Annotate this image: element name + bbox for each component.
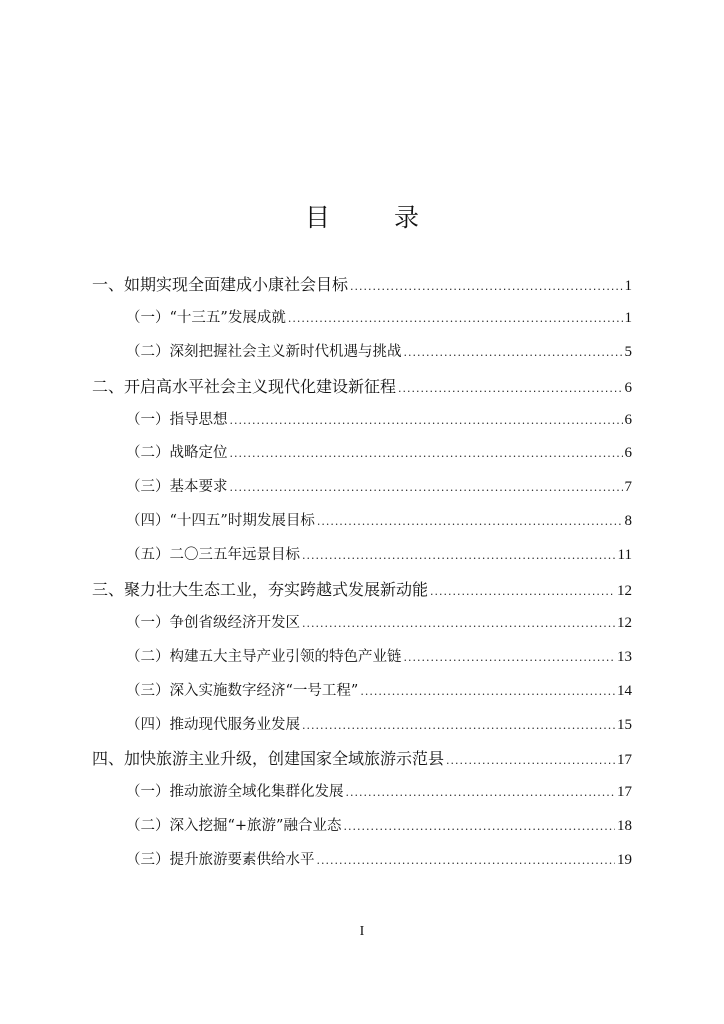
toc-dot-leader xyxy=(430,585,615,598)
toc-dot-leader xyxy=(404,651,616,664)
toc-entry-page: 17 xyxy=(617,752,632,769)
toc-entry-label: （四）“十四五”时期发展目标 xyxy=(126,513,315,530)
toc-dot-leader xyxy=(317,515,623,528)
toc-entry-page: 19 xyxy=(617,852,632,869)
toc-chapter-entry[interactable] xyxy=(92,746,632,780)
page-title: 目 录 xyxy=(305,203,447,232)
toc-dot-leader xyxy=(360,685,615,698)
toc-section-entry[interactable] xyxy=(92,441,632,475)
toc-entry-page: 1 xyxy=(624,278,632,294)
toc-dot-leader xyxy=(302,719,615,732)
toc-entry-page: 17 xyxy=(617,784,632,801)
toc-entry-page: 7 xyxy=(624,479,632,496)
toc-entry-page: 18 xyxy=(617,818,632,835)
toc-entry-label: （三）深入实施数字经济“一号工程” xyxy=(126,682,359,699)
toc-chapter-entry[interactable] xyxy=(92,374,632,408)
toc-entry-label: 四、加快旅游主业升级，创建国家全域旅游示范县 xyxy=(92,749,445,769)
toc-dot-leader xyxy=(317,854,616,867)
table-of-contents xyxy=(92,272,632,882)
toc-entry-label: （一）争创省级经济开发区 xyxy=(126,614,300,631)
toc-dot-leader xyxy=(230,481,623,494)
toc-entry-label: （二）构建五大主导产业引领的特色产业链 xyxy=(126,648,402,665)
toc-entry-label: （一）指导思想 xyxy=(126,411,228,428)
toc-section-entry[interactable] xyxy=(92,306,632,340)
toc-entry-label: 二、开启高水平社会主义现代化建设新征程 xyxy=(92,376,397,396)
toc-entry-label: （二）深刻把握社会主义新时代机遇与挑战 xyxy=(126,343,402,360)
toc-dot-leader xyxy=(350,280,622,293)
toc-section-entry[interactable] xyxy=(92,814,632,848)
toc-section-entry[interactable] xyxy=(92,509,632,543)
toc-dot-leader xyxy=(302,617,615,630)
toc-section-entry[interactable] xyxy=(92,408,632,442)
toc-section-entry[interactable] xyxy=(92,713,632,747)
toc-entry-page: 13 xyxy=(617,648,632,665)
toc-section-entry[interactable] xyxy=(92,475,632,509)
toc-dot-leader xyxy=(343,820,615,833)
toc-dot-leader xyxy=(288,312,623,325)
toc-entry-label: 一、如期实现全面建成小康社会目标 xyxy=(92,275,349,294)
toc-entry-label: （三）提升旅游要素供给水平 xyxy=(126,852,315,869)
toc-entry-page: 15 xyxy=(617,716,632,733)
toc-entry-page: 6 xyxy=(624,379,632,396)
toc-entry-page: 1 xyxy=(624,309,632,326)
toc-dot-leader xyxy=(398,382,622,395)
toc-entry-label: （五）二〇三五年远景目标 xyxy=(126,547,300,564)
toc-entry-label: （一）“十三五”发展成就 xyxy=(126,309,286,326)
toc-section-entry[interactable] xyxy=(92,611,632,645)
page-number: I xyxy=(359,924,365,939)
toc-dot-leader xyxy=(302,549,616,562)
toc-section-entry[interactable] xyxy=(92,780,632,814)
toc-entry-label: （一）推动旅游全域化集群化发展 xyxy=(126,784,344,801)
toc-entry-label: （三）基本要求 xyxy=(126,479,228,496)
toc-dot-leader xyxy=(346,786,616,799)
toc-entry-label: （二）深入挖掘“+旅游”融合业态 xyxy=(126,818,342,835)
toc-entry-page: 8 xyxy=(624,513,632,530)
toc-dot-leader xyxy=(404,346,623,359)
toc-entry-page: 14 xyxy=(617,682,632,699)
toc-dot-leader xyxy=(230,447,623,460)
toc-chapter-entry[interactable] xyxy=(92,577,632,611)
toc-entry-label: 三、聚力壮大生态工业，夯实跨越式发展新动能 xyxy=(92,580,429,600)
toc-entry-page: 11 xyxy=(617,547,632,564)
toc-entry-page: 6 xyxy=(624,445,632,462)
toc-chapter-entry[interactable] xyxy=(92,272,632,306)
toc-entry-label: （二）战略定位 xyxy=(126,445,228,462)
toc-entry-page: 12 xyxy=(617,583,632,600)
toc-dot-leader xyxy=(230,414,623,427)
toc-section-entry[interactable] xyxy=(92,645,632,679)
toc-section-entry[interactable] xyxy=(92,543,632,577)
toc-section-entry[interactable] xyxy=(92,848,632,882)
toc-entry-page: 6 xyxy=(624,411,632,428)
toc-section-entry[interactable] xyxy=(92,340,632,374)
toc-entry-label: （四）推动现代服务业发展 xyxy=(126,716,300,733)
toc-dot-leader xyxy=(446,754,615,767)
toc-entry-page: 12 xyxy=(617,614,632,631)
toc-entry-page: 5 xyxy=(624,343,632,360)
toc-section-entry[interactable] xyxy=(92,679,632,713)
